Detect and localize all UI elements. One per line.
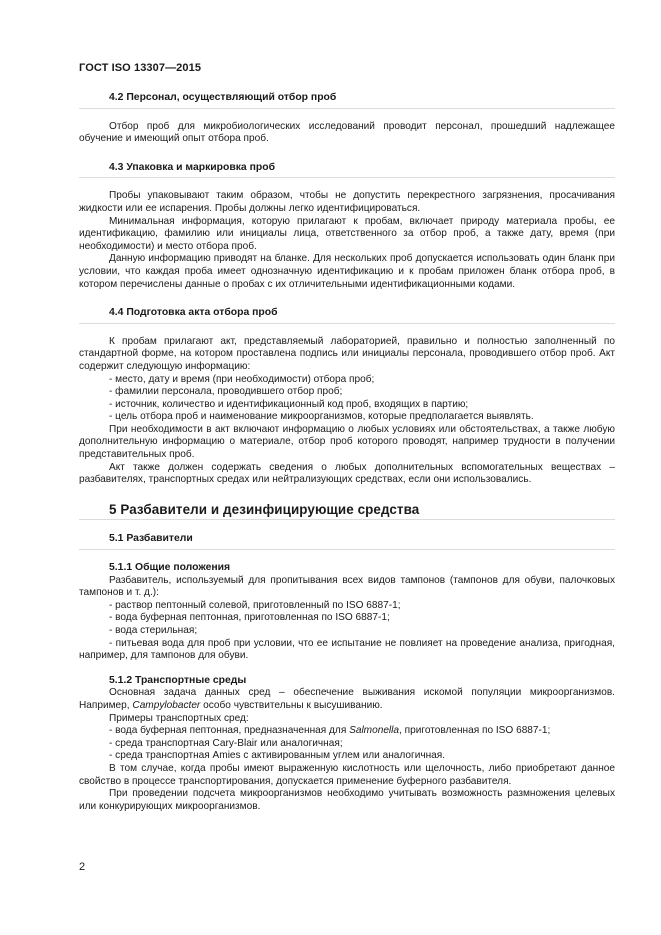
section-4-3-title: 4.3 Упаковка и маркировка проб: [109, 161, 275, 173]
list-item: - среда транспортная Amies с активированным углем или аналогичная.: [109, 750, 446, 762]
section-4-4-paragraph-2: При необходимости в акт включают информацию о любых условиях или обстоятельствах, а также любую дополнительную информацию о материале, отбор проб которого проводят, например трудности в получении представительных проб.: [79, 423, 615, 461]
section-5-1-2-paragraph-1: [79, 687, 615, 712]
paragraph-text: Основная задача данных сред – обеспечение выживания искомой популяции микроорганизмов.: [109, 687, 615, 699]
section-4-4-title: 4.4 Подготовка акта отбора проб: [109, 307, 278, 319]
section-5-1-title: 5.1 Разбавители: [109, 533, 193, 545]
list-item: [79, 725, 615, 738]
list-item-text: , приготовленная по ISO 6887-1;: [399, 725, 551, 737]
section-4-4-paragraph-1: К пробам прилагают акт, представляемый лабораторией, правильно и полностью заполненный по стандартной форме, на котором проставлена подпись или инициалы персонала, проводившего отбор проб. Акт содержит следующую информацию:: [79, 335, 615, 372]
section-4-3-paragraph-2: Минимальная информация, которую прилагают к пробам, включает природу материала пробы, ее идентификацию, фамилию или инициалы лица, ответственного за отбор проб, а также дату, время (при необходимости) и место отбора проб.: [79, 215, 615, 252]
document-body: [79, 80, 615, 813]
section-4-2-title: 4.2 Персонал, осуществляющий отбор проб: [109, 92, 337, 103]
list-item: - вода буферная пептонная, приготовленная по ISO 6887-1;: [109, 612, 390, 624]
italic-taxon: Campylobacter: [132, 699, 201, 711]
list-item: - вода стерильная;: [109, 625, 198, 636]
section-5-1-2-paragraph-2: Примеры транспортных сред:: [109, 712, 249, 724]
section-5-1-2-paragraph-3: В том случае, когда пробы имеют выраженную кислотность или щелочность, либо приобретают данное свойство в процессе транспортирования, допускается применение буферного разбавителя.: [79, 762, 615, 787]
section-5-1-2-paragraph-4: При проведении подсчета микроорганизмов необходимо учитывать возможность размножения целевых или конкурирующих микроорганизмов.: [79, 788, 615, 812]
section-5-1-1-title: 5.1.1 Общие положения: [109, 562, 231, 574]
section-5-title: 5 Разбавители и дезинфицирующие средства: [109, 501, 420, 517]
section-5-1-1-paragraph: Разбавитель, используемый для пропитывания всех видов тампонов (тампонов для обуви, палочковых тампонов и т. д.):: [79, 574, 615, 599]
italic-taxon: Salmonella: [349, 725, 400, 737]
document-header: ГОСТ ISO 13307—2015: [79, 62, 202, 74]
list-item-wrapped: - питьевая вода для проб при условии, что ее испытание не повлияет на проведение анализа, пригодная, например, для тампонов для обуви.: [79, 637, 615, 662]
list-item-text: - вода буферная пептонная, предназначенная для: [109, 725, 350, 737]
section-4-4-paragraph-3: Акт также должен содержать сведения о любых дополнительных вспомогательных веществах – разбавителях, транспортных средах или нейтрализующих средствах, если они использовались.: [79, 461, 615, 486]
section-4-2-paragraph: Отбор проб для микробиологических исследований проводит персонал, прошедший надлежащее обучение и имеющий опыт отбора проб.: [79, 120, 615, 145]
paragraph-text: Например,: [79, 699, 133, 711]
list-item: - источник, количество и идентификационный код проб, входящих в партию;: [109, 398, 469, 410]
paragraph-text: особо чувствительны к высушиванию.: [200, 699, 383, 711]
list-item: - раствор пептонный солевой, приготовленный по ISO 6887-1;: [109, 599, 401, 611]
list-item: - место, дату и время (при необходимости) отбора проб;: [109, 373, 375, 385]
list-item: - фамилии персонала, проводившего отбор проб;: [109, 386, 343, 398]
list-item: - среда транспортная Cary-Blair или аналогичная;: [109, 737, 343, 749]
page-number: 2: [79, 861, 86, 873]
section-4-3-paragraph-1: Пробы упаковывают таким образом, чтобы не допустить перекрестного загрязнения, просачивания жидкости или ее испарения. Пробы должны легко идентифицироваться.: [79, 190, 615, 214]
list-item: - цель отбора проб и наименование микроорганизмов, которые предполагается выявлять.: [109, 411, 534, 423]
section-4-3-paragraph-3: Данную информацию приводят на бланке. Для нескольких проб допускается использовать один бланк при условии, что каждая проба имеет однозначную идентификацию и к пробам приложен бланк отбора проб, в котором перечислены данные о пробах с их отличительными идентификационными кодами.: [79, 253, 615, 290]
section-5-1-2-title: 5.1.2 Транспортные среды: [109, 674, 247, 686]
